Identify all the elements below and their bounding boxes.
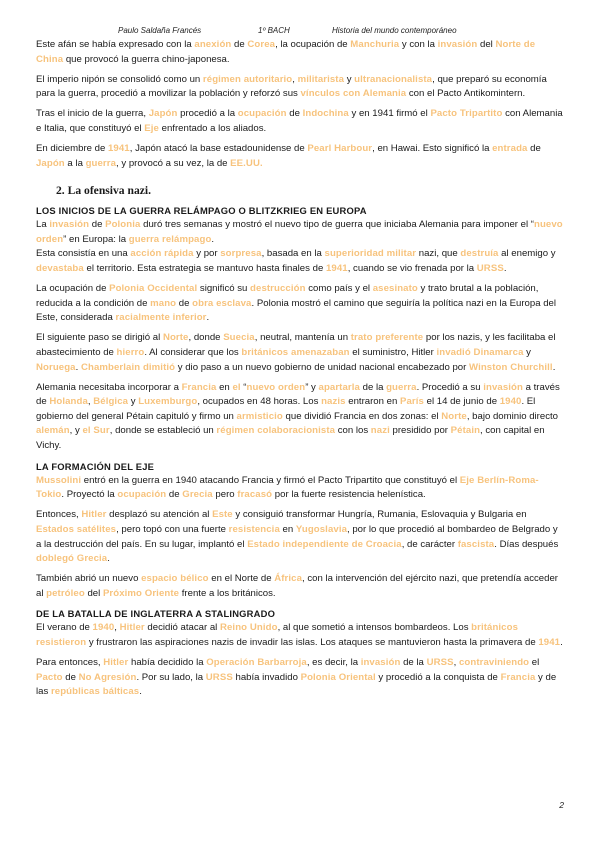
text-run: de bbox=[286, 108, 303, 120]
highlighted-term: mano bbox=[150, 297, 177, 309]
text-run: , al que sometió a intensos bombardeos. Los bbox=[277, 622, 472, 634]
text-run: . El gobierno del general Pétain capituló y firmo un bbox=[36, 396, 536, 422]
highlighted-term: Polonia Occidental bbox=[109, 283, 198, 295]
highlighted-term: Eje bbox=[144, 122, 159, 134]
highlighted-term: guerra bbox=[85, 157, 117, 169]
highlighted-term: entrada bbox=[492, 143, 528, 155]
highlighted-term: Norte bbox=[441, 410, 467, 422]
text-run: El verano de bbox=[36, 622, 93, 634]
text-run: , bbox=[87, 396, 94, 408]
text-run: , de carácter bbox=[401, 538, 458, 550]
highlighted-term: petróleo bbox=[46, 587, 85, 599]
text-run: Tras el inicio de la guerra, bbox=[36, 108, 149, 120]
text-run: el territorio. Esta estrategia se mantuvo hasta finales de bbox=[83, 263, 326, 275]
text-run: , Japón atacó la base estadounidense de bbox=[129, 143, 308, 155]
highlighted-term: No Agresión bbox=[78, 671, 137, 683]
text-run: . Procedió a su bbox=[416, 381, 484, 393]
text-run: de bbox=[89, 219, 106, 231]
highlighted-term: fracasó bbox=[237, 489, 273, 501]
highlighted-term: trato preferente bbox=[350, 332, 424, 344]
highlighted-term: Pacto bbox=[36, 671, 63, 683]
text-run: en el Norte de bbox=[208, 573, 275, 585]
text-run: decidió atacar al bbox=[144, 622, 220, 634]
text-run: Este afán se había expresado con la bbox=[36, 39, 195, 50]
text-run: pero bbox=[212, 489, 238, 501]
highlighted-term: Chamberlain dimitió bbox=[80, 361, 176, 373]
text-run: , neutral, mantenía un bbox=[254, 332, 351, 344]
highlighted-term: Francia bbox=[500, 671, 536, 683]
text-run: frente a los británicos. bbox=[179, 587, 276, 599]
text-run: . Al considerar que los bbox=[144, 347, 242, 358]
highlighted-term: Noruega bbox=[36, 361, 76, 373]
highlighted-term: invadió Dinamarca bbox=[436, 347, 524, 358]
text-run: a la bbox=[64, 157, 86, 169]
text-run: y por bbox=[193, 248, 221, 260]
section-title: 2. La ofensiva nazi. bbox=[56, 184, 152, 198]
text-run: y bbox=[344, 73, 355, 85]
highlighted-term: París bbox=[399, 396, 424, 408]
text-run: y bbox=[128, 396, 139, 408]
text-run: de bbox=[176, 297, 193, 309]
highlighted-term: Pearl Harbour bbox=[307, 143, 373, 155]
text-run: , pero topó con una fuerte bbox=[116, 523, 229, 535]
text-run: y en 1941 firmó el bbox=[348, 108, 431, 120]
highlighted-term: Este bbox=[212, 509, 233, 521]
text-run: entró en la guerra en 1940 atacando Francia y firmó el Pacto Tripartito que constituyó el bbox=[81, 474, 460, 486]
text-run: , bbox=[292, 73, 298, 85]
highlighted-term: resistencia bbox=[228, 523, 280, 535]
text-run: , con capital en Vichy. bbox=[36, 425, 545, 452]
highlighted-term: Hitler bbox=[119, 622, 145, 634]
text-run: con Alemania e Italia, que constituyó el bbox=[36, 108, 563, 134]
text-run: y trato brutal a la población, reducida a la condición de bbox=[36, 283, 539, 309]
text-run: y frustraron las aspiraciones nazis de invadir las islas. Los ataques se mantuvieron hasta la primavera de bbox=[86, 637, 539, 648]
highlighted-term: contraviniendo bbox=[458, 657, 530, 669]
text-run: el bbox=[529, 657, 540, 669]
text-run: que provocó la guerra chino-japonesa. bbox=[63, 53, 230, 65]
header-course: 1º BACH bbox=[258, 26, 290, 35]
highlighted-term: ultranacionalista bbox=[354, 73, 433, 85]
highlighted-term: Pétain bbox=[450, 425, 481, 437]
paragraph bbox=[36, 107, 564, 136]
document-body bbox=[36, 38, 564, 705]
highlighted-term: acción rápida bbox=[130, 248, 194, 260]
text-run: por los nazis, y les facilitaba el abastecimiento de bbox=[36, 332, 556, 358]
highlighted-term: Mussolini bbox=[36, 474, 82, 486]
highlighted-term: Norte bbox=[162, 332, 189, 344]
highlighted-term: asesinato bbox=[372, 283, 418, 295]
highlighted-term: África bbox=[274, 573, 303, 585]
text-run: al enemigo y bbox=[498, 248, 556, 260]
highlighted-term: EE.UU. bbox=[230, 157, 263, 169]
text-run: que dividió Francia en dos zonas: el bbox=[282, 410, 442, 422]
text-run: , bbox=[114, 622, 120, 634]
text-run: el 14 de junio de bbox=[423, 396, 500, 408]
intro-block bbox=[36, 38, 564, 171]
highlighted-term: armisticio bbox=[236, 410, 283, 422]
text-run: entraron en bbox=[345, 396, 400, 408]
highlighted-term: británicos amenazaban bbox=[241, 347, 350, 358]
paragraph bbox=[36, 474, 564, 503]
text-run: El siguiente paso se dirigió al bbox=[36, 332, 163, 344]
highlighted-term: vínculos con Alemania bbox=[300, 88, 407, 100]
highlighted-term: Holanda bbox=[49, 396, 88, 408]
paragraph bbox=[36, 508, 564, 566]
text-run: procedió a la bbox=[177, 108, 238, 120]
text-run: de bbox=[527, 143, 541, 155]
highlighted-term: Reino Unido bbox=[219, 622, 278, 634]
text-run: El imperio nipón se consolidó como un bbox=[36, 73, 203, 85]
text-run: con los bbox=[335, 425, 371, 437]
text-run: , es decir, la bbox=[306, 657, 361, 669]
highlighted-term: Operación Barbarroja bbox=[206, 657, 307, 669]
highlighted-term: nazi bbox=[370, 425, 390, 437]
text-run: y consiguió transformar Hungría, Rumania, Eslovaquia y Bulgaria en bbox=[232, 509, 527, 521]
text-run: había decidido la bbox=[128, 657, 207, 669]
highlighted-term: nuevo orden bbox=[246, 381, 306, 393]
text-run: . bbox=[211, 233, 215, 245]
highlighted-term: doblegó Grecia bbox=[36, 553, 108, 565]
text-run: , la ocupación de bbox=[275, 39, 351, 50]
highlighted-term: URSS bbox=[476, 263, 504, 275]
highlighted-term: racialmente inferior bbox=[115, 312, 207, 324]
highlighted-term: espacio bélico bbox=[141, 573, 209, 585]
highlighted-term: URSS bbox=[205, 671, 233, 683]
paragraph bbox=[36, 142, 564, 171]
highlighted-term: superioridad militar bbox=[324, 248, 417, 260]
highlighted-term: guerra bbox=[386, 381, 417, 393]
highlighted-term: nuevo orden bbox=[36, 219, 563, 245]
header-subject: Historia del mundo contemporáneo bbox=[332, 26, 457, 35]
highlighted-term: invasión bbox=[49, 219, 90, 231]
highlighted-term: fascista bbox=[457, 538, 495, 550]
highlighted-term: repúblicas bálticas bbox=[50, 686, 140, 698]
text-run: como país y el bbox=[305, 283, 373, 295]
highlighted-term: destrucción bbox=[250, 283, 306, 295]
subsection-title-blitzkrieg: LOS INICIOS DE LA GUERRA RELÁMPAGO O BLITZKRIEG EN EUROPA bbox=[36, 205, 367, 217]
text-run: , y bbox=[69, 425, 83, 437]
text-run: por la fuerte resistencia helenística. bbox=[272, 489, 426, 501]
highlighted-term: régimen autoritario bbox=[202, 73, 293, 85]
text-run: ” en Europa: la bbox=[63, 233, 129, 245]
text-run: y bbox=[523, 347, 531, 358]
highlighted-term: Polonia bbox=[105, 219, 141, 231]
highlighted-term: apartarla bbox=[318, 381, 360, 393]
highlighted-term: 1941 bbox=[538, 637, 561, 648]
text-run: de la bbox=[400, 657, 427, 669]
text-run: Entonces, bbox=[36, 509, 82, 521]
highlighted-term: militarista bbox=[297, 73, 345, 85]
text-run: duró tres semanas y mostró el nuevo tipo de guerra que iniciaba Alemania para imponer el “ bbox=[140, 219, 534, 231]
paragraph bbox=[36, 572, 564, 601]
highlighted-term: nazis bbox=[321, 396, 346, 408]
highlighted-term: el bbox=[232, 381, 241, 393]
text-run: La bbox=[36, 219, 50, 231]
paragraph bbox=[36, 621, 564, 650]
highlighted-term: Francia bbox=[181, 381, 217, 393]
text-run: , donde bbox=[188, 332, 224, 344]
paragraph bbox=[36, 73, 564, 102]
text-run: . bbox=[552, 361, 556, 373]
text-run: . Días después bbox=[494, 538, 559, 550]
text-run: nazi, que bbox=[416, 248, 461, 260]
highlighted-term: devastaba bbox=[36, 263, 84, 275]
text-run: del bbox=[84, 587, 103, 599]
text-run: . bbox=[139, 686, 142, 698]
inglaterra-block bbox=[36, 621, 564, 699]
text-run: , donde se estableció un bbox=[109, 425, 217, 437]
text-run: presidido por bbox=[389, 425, 451, 437]
blitzkrieg-block bbox=[36, 218, 564, 453]
highlighted-term: anexión bbox=[194, 39, 232, 50]
text-run: , bbox=[453, 657, 459, 669]
text-run: “ bbox=[240, 381, 247, 393]
highlighted-term: Eje Berlín-Roma-Tokio bbox=[36, 474, 539, 501]
text-run: en bbox=[279, 523, 296, 535]
paragraph bbox=[36, 656, 564, 700]
subsection-title-eje: LA FORMACIÓN DEL EJE bbox=[36, 460, 155, 472]
text-run: de bbox=[231, 39, 248, 50]
subsection-title-inglaterra: DE LA BATALLA DE INGLATERRA A STALINGRADO bbox=[36, 608, 276, 620]
text-run: enfrentado a los aliados. bbox=[158, 122, 267, 134]
text-run: . Por su lado, la bbox=[136, 671, 206, 683]
highlighted-term: Yugoslavia bbox=[295, 523, 348, 535]
paragraph bbox=[36, 282, 564, 326]
text-run: . bbox=[560, 637, 563, 648]
highlighted-term: destruía bbox=[460, 248, 499, 260]
text-run: y procedió a la conquista de bbox=[375, 671, 501, 683]
highlighted-term: Estados satélites bbox=[36, 523, 117, 535]
text-run: del bbox=[477, 39, 496, 50]
text-run: . Proyectó la bbox=[61, 489, 118, 501]
highlighted-term: guerra relámpago bbox=[128, 233, 212, 245]
paragraph bbox=[36, 331, 564, 375]
eje-block bbox=[36, 474, 564, 602]
highlighted-term: Norte de China bbox=[36, 39, 536, 65]
highlighted-term: 1941 bbox=[108, 143, 130, 155]
text-run: , ocupados en 48 horas. Los bbox=[197, 396, 322, 408]
highlighted-term: invasión bbox=[437, 39, 478, 50]
text-run: de bbox=[62, 671, 79, 683]
text-run: Esta consistía en una bbox=[36, 248, 131, 260]
text-run: había invadido bbox=[232, 671, 301, 683]
text-run: el suministro, Hitler bbox=[349, 347, 437, 358]
text-run: . Polonia mostró el camino que seguiría la política nazi en la Europa del Este, considerada bbox=[36, 297, 557, 324]
text-run: Para entonces, bbox=[36, 657, 104, 669]
highlighted-term: Estado independiente de Croacia bbox=[247, 538, 402, 550]
text-run: , en Hawai. Esto significó la bbox=[372, 143, 493, 155]
text-run: , bajo dominio directo bbox=[466, 410, 559, 422]
highlighted-term: Grecia bbox=[182, 489, 213, 501]
text-run: , cuando se vio frenada por la bbox=[347, 263, 477, 275]
highlighted-term: ocupación bbox=[117, 489, 167, 501]
highlighted-term: el Sur bbox=[82, 425, 110, 437]
highlighted-term: británicos resistieron bbox=[36, 622, 519, 648]
text-run: , por lo que procedió al bombardeo de Belgrado y a la destrucción del país. En su lugar, implantó el bbox=[36, 523, 558, 550]
highlighted-term: alemán bbox=[36, 425, 70, 437]
text-run: En diciembre de bbox=[36, 143, 108, 155]
highlighted-term: Corea bbox=[247, 39, 276, 50]
text-run: significó su bbox=[197, 283, 251, 295]
header-author: Paulo Saldaña Francés bbox=[118, 26, 202, 35]
highlighted-term: Japón bbox=[36, 157, 65, 169]
text-run: con el Pacto Antikomintern. bbox=[406, 88, 526, 100]
text-run: y con la bbox=[399, 39, 438, 50]
highlighted-term: Japón bbox=[148, 108, 178, 120]
paragraph bbox=[36, 38, 564, 67]
highlighted-term: Pacto Tripartito bbox=[430, 108, 503, 120]
text-run: a través de bbox=[36, 381, 560, 408]
text-run: desplazó su atención al bbox=[106, 509, 213, 521]
paragraph bbox=[36, 218, 564, 276]
highlighted-term: régimen colaboracionista bbox=[216, 425, 336, 437]
text-run: de la bbox=[359, 381, 387, 393]
highlighted-term: Suecia bbox=[223, 332, 255, 344]
text-run: , y provocó a su vez, la de bbox=[116, 157, 231, 169]
text-run: , basada en la bbox=[261, 248, 325, 260]
text-run: . bbox=[206, 312, 210, 324]
page-number: 2 bbox=[559, 800, 564, 810]
highlighted-term: invasión bbox=[483, 381, 523, 393]
highlighted-term: Bélgica bbox=[93, 396, 129, 408]
highlighted-term: 1941 bbox=[325, 263, 348, 275]
text-run: ” y bbox=[305, 381, 319, 393]
text-run: en bbox=[216, 381, 233, 393]
text-run: de bbox=[166, 489, 183, 501]
highlighted-term: 1940 bbox=[92, 622, 115, 634]
highlighted-term: Hitler bbox=[103, 657, 129, 669]
highlighted-term: Winston Churchill bbox=[469, 361, 553, 373]
text-run: La ocupación de bbox=[36, 283, 110, 295]
highlighted-term: Luxemburgo bbox=[138, 396, 198, 408]
text-run: Alemania necesitaba incorporar a bbox=[36, 381, 182, 393]
highlighted-term: URSS bbox=[426, 657, 454, 669]
highlighted-term: 1940 bbox=[499, 396, 522, 408]
text-run: , que preparó su economía para la guerra, procedió a movilizar la población y reforzó sus bbox=[36, 73, 547, 100]
text-run: y de las bbox=[36, 671, 557, 698]
text-run: y dio paso a un nuevo gobierno de unidad nacional encabezado por bbox=[175, 361, 469, 373]
highlighted-term: Manchuria bbox=[350, 39, 400, 50]
text-run: . bbox=[75, 361, 81, 373]
highlighted-term: sorpresa bbox=[220, 248, 262, 260]
highlighted-term: Hitler bbox=[81, 509, 107, 521]
highlighted-term: Próximo Oriente bbox=[102, 587, 180, 599]
paragraph bbox=[36, 381, 564, 454]
text-run: . bbox=[503, 263, 507, 275]
highlighted-term: Indochina bbox=[302, 108, 349, 120]
text-run: . bbox=[107, 553, 110, 565]
highlighted-term: invasión bbox=[360, 657, 401, 669]
highlighted-term: Polonia Oriental bbox=[300, 671, 376, 683]
text-run: , con la intervención del ejército nazi, que pretendía acceder al bbox=[36, 573, 559, 599]
highlighted-term: hierro bbox=[116, 347, 145, 358]
text-run: También abrió un nuevo bbox=[36, 573, 142, 585]
highlighted-term: ocupación bbox=[237, 108, 287, 120]
highlighted-term: obra esclava bbox=[192, 297, 252, 309]
